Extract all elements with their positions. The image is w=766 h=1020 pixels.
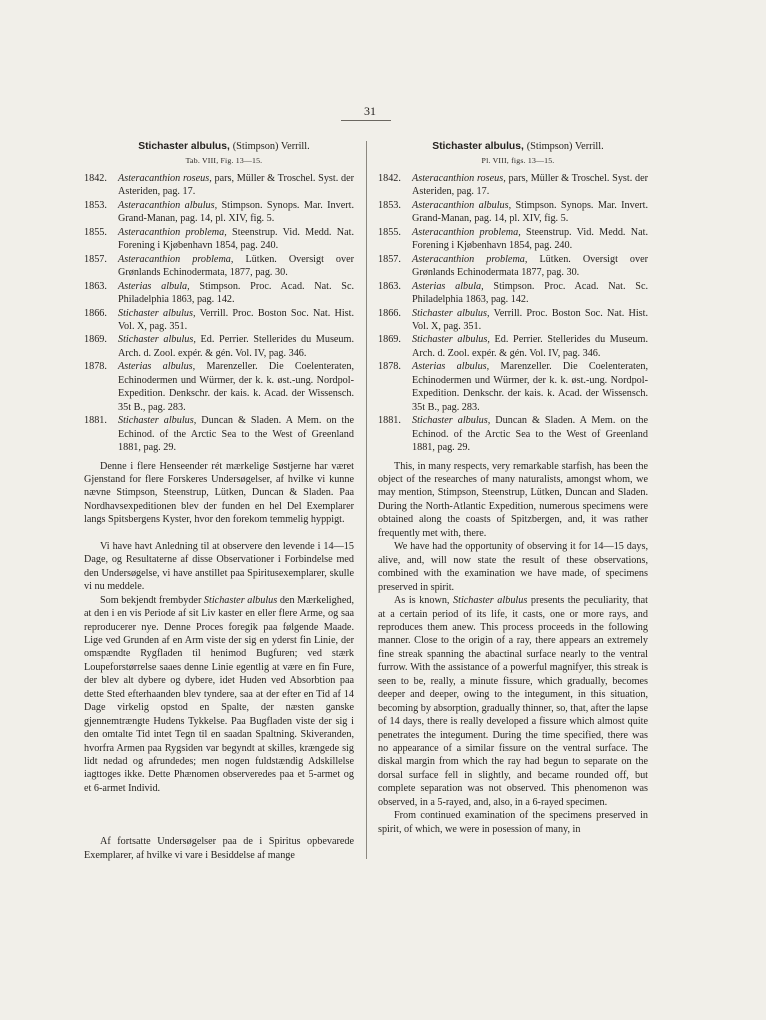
synonymy-species: Asteracanthion problema, [412,226,521,238]
synonymy-species: Stichaster albulus, [118,334,196,346]
synonymy-entry [84,307,354,334]
synonymy-species: Asteracanthion albulus, [412,199,512,211]
synonymy-species: Asteracanthion problema, [118,226,227,238]
synonymy-year: 1853. [378,199,401,211]
right-column-english [378,140,648,836]
synonymy-year: 1881. [378,415,401,427]
left-paragraph-2: Vi have havt Anledning til at observere den levende i 14—15 Dage, og Resultaterne af disse Observationer i Forbindelse med den Undersøgelse, vi have anstillet paa Spiritusexemplarer, skulle vi nu meddele. [84,540,354,593]
synonymy-species: Asterias albulus, [118,361,196,373]
synonymy-species: Asteracanthion problema, [118,253,234,265]
synonymy-citation [118,307,354,334]
left-species-heading [94,140,354,153]
synonymy-citation [118,253,354,280]
page-number: 31 [364,104,376,118]
right-paragraph-4: From continued examination of the specimens preserved in spirit, of which, we were in posession of many, in [378,810,648,835]
synonymy-year: 1855. [378,226,401,238]
right-heading-authority: (Stimpson) Verrill. [526,141,604,152]
synonymy-citation [412,226,648,253]
synonymy-citation [118,333,354,360]
synonymy-year: 1863. [84,280,107,292]
synonymy-year: 1878. [84,361,107,373]
synonymy-reference: Stimpson. Synops. Mar. Invert. Grand-Manan, pag. 14, pl. XIV, fig. 5. [412,199,648,225]
synonymy-year: 1866. [378,307,401,319]
right-species-heading [388,140,648,153]
synonymy-reference: Marenzeller. Die Coelenteraten, Echinodermen und Würmer, der k. k. øst.-ung. Nordpol-Expedition. Denkschr. der kais. k. Acad. der Wissensch. 35t B., pag. 283. [412,361,648,413]
synonymy-year: 1857. [84,253,107,265]
left-heading-name: Stichaster albulus, [138,141,230,152]
left-synonymy-list [84,172,354,455]
left-heading-authority: (Stimpson) Verrill. [232,141,310,152]
synonymy-species: Asteracanthion roseus, [118,173,212,184]
synonymy-reference: Marenzeller. Die Coelenteraten, Echinodermen und Würmer, der k. k. øst.-ung. Nordpol-Expedition. Denkschr. der kais. k. Acad. der Wissensch. 35t B., pag. 283. [118,361,354,413]
synonymy-reference: Lütken. Oversigt over Grønlands Echinodermata 1877, pag. 30. [412,253,648,279]
synonymy-year: 1853. [84,199,107,211]
synonymy-species: Stichaster albulus, [412,334,490,346]
synonymy-entry [378,172,648,199]
synonymy-species: Asterias albula, [412,280,484,292]
synonymy-reference: Steenstrup. Vid. Medd. Nat. Forening i Kjøbenhavn 1854, pag. 240. [412,226,649,252]
synonymy-entry [84,280,354,307]
synonymy-species: Asterias albula, [118,280,190,292]
synonymy-reference: pars, Müller & Troschel. Syst. der Asteriden, pag. 17. [412,173,648,198]
synonymy-entry [84,226,354,253]
synonymy-species: Stichaster albulus, [412,415,491,427]
synonymy-reference: Verrill. Proc. Boston Soc. Nat. Hist. Vol. X, pag. 351. [118,307,354,332]
synonymy-year: 1863. [378,280,401,292]
right-paragraph-2: We have had the opportunity of observing it for 14—15 days, alive, and, will now state the result of these observations, combined with the examination we have made, of specimens preserved in spirit. [378,541,648,593]
synonymy-reference: Duncan & Sladen. A Mem. on the Echinod. of the Arctic Sea to the West of Greenland 1881, pag. 29. [412,415,649,454]
synonymy-reference: Lütken. Oversigt over Grønlands Echinodermata, 1877, pag. 30. [118,253,354,279]
synonymy-entry [84,199,354,226]
synonymy-entry [378,199,648,226]
synonymy-year: 1842. [84,173,107,184]
right-paragraph-1: This, in many respects, very remarkable starfish, has been the object of the researches of many naturalists, amongst whom, we may mention, Stimpson, Steenstrup, Lütken, Duncan and Sladen. During the North-Atlantic Expedition, numerous specimens were obtained along the coasts of Spitzbergen, and, it was rather frequently met with, there. [378,460,648,539]
synonymy-citation [412,172,648,199]
synonymy-entry [84,414,354,454]
synonymy-reference: Stimpson. Proc. Acad. Nat. Sc. Philadelphia 1863, pag. 142. [412,280,649,306]
synonymy-citation [412,280,648,307]
synonymy-species: Asteracanthion albulus, [118,199,218,211]
synonymy-year: 1857. [378,253,401,265]
synonymy-citation [118,226,354,253]
synonymy-entry [84,360,354,414]
synonymy-citation [412,360,648,414]
synonymy-citation [412,333,648,360]
left-paragraph-4: Af fortsatte Undersøgelser paa de i Spiritus opbevarede Exemplarer, af hvilke vi vare i Besiddelse af mange [84,836,354,861]
synonymy-reference: Duncan & Sladen. A Mem. on the Echinod. of the Arctic Sea to the West of Greenland 1881, pag. 29. [118,415,355,454]
synonymy-entry [378,280,648,307]
synonymy-year: 1878. [378,361,401,373]
synonymy-reference: Ed. Perrier. Stellerides du Museum. Arch. d. Zool. expér. & gén. Vol. IV, pag. 346. [412,334,648,359]
synonymy-species: Asteracanthion roseus, [412,173,506,184]
synonymy-entry [378,307,648,334]
synonymy-reference: Stimpson. Synops. Mar. Invert. Grand-Manan, pag. 14, pl. XIV, fig. 5. [118,199,354,225]
synonymy-citation [412,307,648,334]
synonymy-entry [378,414,648,454]
left-paragraph-3: Som bekjendt frembyder Stichaster albulus den Mærkelighed, at den i en vis Periode af sit Liv kaster en eller flere Arme, og saa reproducerer nye. Denne Proces foregik paa følgende Maade. Lige ved Grunden af en Arm viste der sig en yderst fin Linie, der omspændte Rygfladen til henimod Bugfuren; ved stærk Loupeforstørrelse saaes denne Linie egentlig at være en fin Fure, der blev alt dybere og dybere, idet Huden ved Absorbtion paa dette Sted efterhaanden blev tyndere, saa at der efter en Tid af 14 Dage virkelig opstod en Spalte, der næsten ganske gjennemtrængte Hudens Tykkelse. Paa Bugfladen viste der sig i den omtalte Tid intet Tegn til en saadan Spaltning. Skiveranden, hvorfra Armen paa Rygsiden var begyndt at skilles, krængede sig lidt nedad og afrundedes; men nogen fuldstændig Adskillelse iagttoges ikke. Dette Phænomen observeredes paa et 5-armet og et 6-armet Individ. [84,594,354,794]
column-divider [366,141,367,859]
synonymy-year: 1881. [84,415,107,427]
synonymy-citation [118,360,354,414]
synonymy-year: 1869. [84,334,107,346]
left-paragraph-1: Denne i flere Henseender rét mærkelige Søstjerne har været Gjenstand for flere Forskeres Undersøgelser, af hvilke vi kunne nævne Stimpson, Steenstrup, Lütken, Duncan & Sladen. Paa Nordhavsexpeditionen blev der funden en hel Del Exemplarer langs Spitsbergens Kyster, hvor den forekom temmelig hyppigt. [84,460,354,526]
synonymy-reference: Steenstrup. Vid. Medd. Nat. Forening i Kjøbenhavn 1854, pag. 240. [118,226,355,252]
page-number-rule [341,120,391,121]
right-paragraph-3: As is known, Stichaster albulus presents the peculiarity, that at a certain period of its life, it casts, one or more rays, and reproduces them anew. This process proceeds in the following manner. Close to the origin of a ray, there appears an extremely fine streak spanning the abactinal surface nearly to the ventral furrow. With the assistance of a powerful magnifyer, this streak is seen to be, really, a minute fissure, which gradually, becomes deeper and deeper, owing to the integument, in this situation, becoming by absorption, gradually thinner, so, that, after the lapse of 14 days, there is really developed a fissure which almost quite penetrates the integument. During the time specified, there was no appearance of a similar fissure on the ventral surface. The diskal margin from which the ray had begun to separate on the dorsal surface fell in slightly, and became rounded off, but complete separation was not observed. This phenomenon was observed, in a 5-rayed, and, also, in a 6-rayed specimen. [378,595,648,808]
synonymy-citation [118,199,354,226]
synonymy-entry [378,360,648,414]
synonymy-reference: pars, Müller & Troschel. Syst. der Asteriden, pag. 17. [118,173,354,198]
synonymy-year: 1842. [378,173,401,184]
synonymy-reference: Stimpson. Proc. Acad. Nat. Sc. Philadelphia 1863, pag. 142. [118,280,355,306]
synonymy-species: Stichaster albulus, [118,307,196,319]
synonymy-species: Stichaster albulus, [412,307,490,319]
synonymy-citation [412,414,648,454]
synonymy-citation [118,414,354,454]
synonymy-citation [118,172,354,199]
synonymy-species: Asterias albulus, [412,361,490,373]
synonymy-reference: Verrill. Proc. Boston Soc. Nat. Hist. Vol. X, pag. 351. [412,307,648,332]
synonymy-entry [378,333,648,360]
synonymy-entry [378,253,648,280]
left-column-danish [84,140,354,862]
synonymy-entry [378,226,648,253]
synonymy-citation [412,253,648,280]
synonymy-entry [84,172,354,199]
synonymy-year: 1869. [378,334,401,346]
left-plate-reference: Tab. VIII, Fig. 13—15. [185,156,263,165]
right-synonymy-list [378,172,648,455]
synonymy-species: Stichaster albulus, [118,415,197,427]
synonymy-entry [84,253,354,280]
synonymy-citation [118,280,354,307]
right-heading-name: Stichaster albulus, [432,141,524,152]
synonymy-citation [412,199,648,226]
synonymy-year: 1866. [84,307,107,319]
synonymy-species: Asteracanthion problema, [412,253,528,265]
synonymy-entry [84,333,354,360]
synonymy-reference: Ed. Perrier. Stellerides du Museum. Arch. d. Zool. expér. & gén. Vol. IV, pag. 346. [118,334,354,359]
synonymy-year: 1855. [84,226,107,238]
right-plate-reference: Pl. VIII, figs. 13—15. [481,156,555,165]
